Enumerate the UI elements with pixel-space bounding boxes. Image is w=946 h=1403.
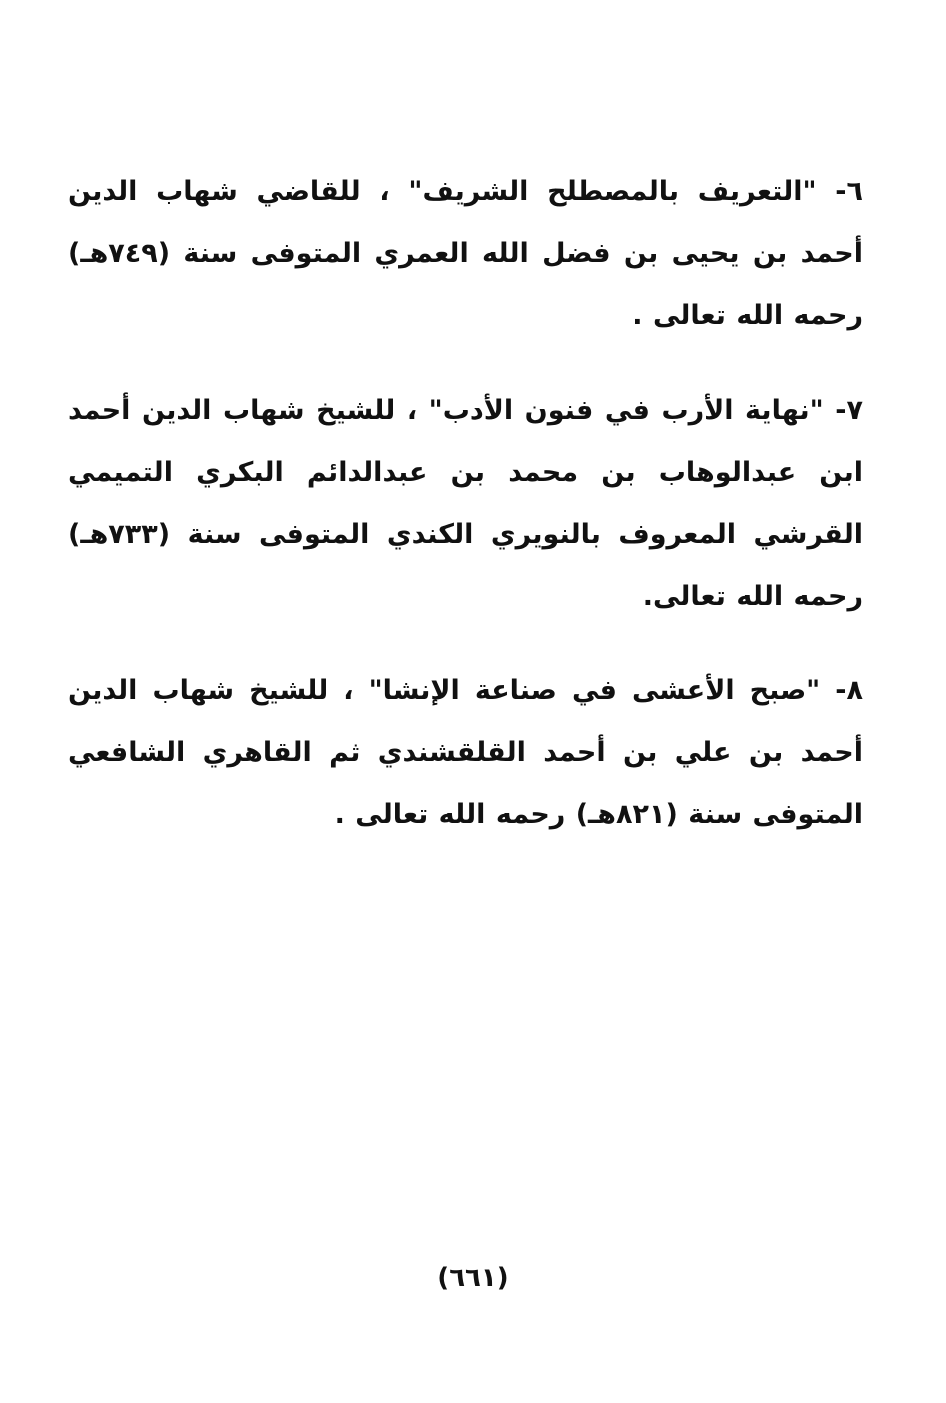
page-number: (٦٦١) bbox=[437, 1263, 509, 1293]
bibliography-entry-7: ٧- "نهاية الأرب في فنون الأدب" ، للشيخ شهاب الدين أحمد ابن عبدالوهاب بن محمد بن عبدالدائم البكري التميمي القرشي المعروف بالنويري الكندي المتوفى سنة (٧٣٣هـ) رحمه الله تعالى. bbox=[68, 395, 863, 612]
bibliography-entry-6: ٦- "التعريف بالمصطلح الشريف" ، للقاضي شهاب الدين أحمد بن يحيى بن فضل الله العمري المتوفى سنة (٧٤٩هـ) رحمه الله تعالى . bbox=[68, 176, 863, 331]
bibliography-entry-8: ٨- "صبح الأعشى في صناعة الإنشا" ، للشيخ شهاب الدين أحمد بن علي بن أحمد القلقشندي ثم القاهري الشافعي المتوفى سنة (٨٢١هـ) رحمه الله تعالى . bbox=[68, 675, 863, 830]
